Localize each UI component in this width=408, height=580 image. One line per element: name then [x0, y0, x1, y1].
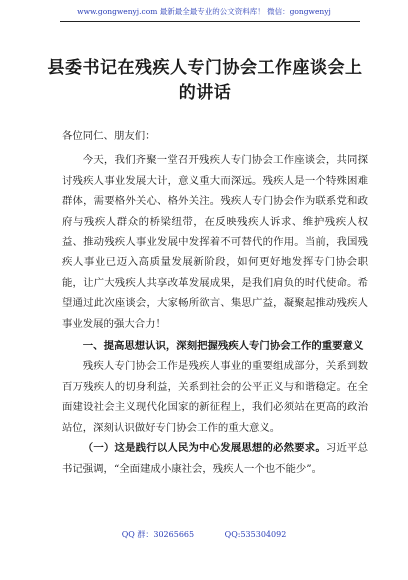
paragraph-intro: 今天，我们齐聚一堂召开残疾人专门协会工作座谈会，共同探讨残疾人事业发展大计，意义重大而深远。残疾人是一个特殊困难群体，需要格外关心、格外关注。残疾人专门协会作为联系党和政府与残疾人群众的桥梁纽带，在反映残疾人诉求、维护残疾人权益、推动残疾人事业发展中发挥着不可替代的作用。当前，我国残疾人事业已迈入高质量发展新阶段，如何更好地发挥专门协会职能，让广大残疾人共享改革发展成果，是我们肩负的时代使命。希望通过此次座谈会，大家畅所欲言、集思广益，凝聚起推动残疾人事业发展的强大合力！	[62, 154, 368, 330]
subsection-text-1: 习近平总书记强调，“全面建成小康社会，残疾人一个也不能少”。	[62, 442, 369, 475]
salutation: 各位同仁、朋友们：	[62, 130, 156, 142]
footer-qq-group: QQ 群：30265665	[121, 530, 195, 539]
subsection-1	[62, 438, 368, 479]
subsection-heading-1: （一）这是践行以人民为中心发展思想的必然要求。	[82, 442, 326, 455]
document-title: 县委书记在残疾人专门协会工作座谈会上的讲话	[47, 58, 363, 103]
paragraph-section-1: 残疾人专门协会工作是残疾人事业的重要组成部分，关系到数百万残疾人的切身利益，关系到社会的公平正义与和谐稳定。在全面建设社会主义现代化国家的新征程上，我们必须站在更高的政治站位，深刻认识做好专门协会工作的重大意义。	[62, 360, 368, 434]
header-website-link[interactable]: www.gongwenyj.com 最新最全最专业的公文资料库！ 微信：gongwenyj	[77, 7, 331, 16]
header-divider	[60, 21, 360, 22]
footer-qq: QQ:535304092	[224, 530, 287, 539]
section-heading-1: 一、提高思想认识，深刻把握残疾人专门协会工作的重要意义	[82, 340, 364, 353]
document-body	[62, 126, 368, 479]
footer	[0, 529, 408, 540]
